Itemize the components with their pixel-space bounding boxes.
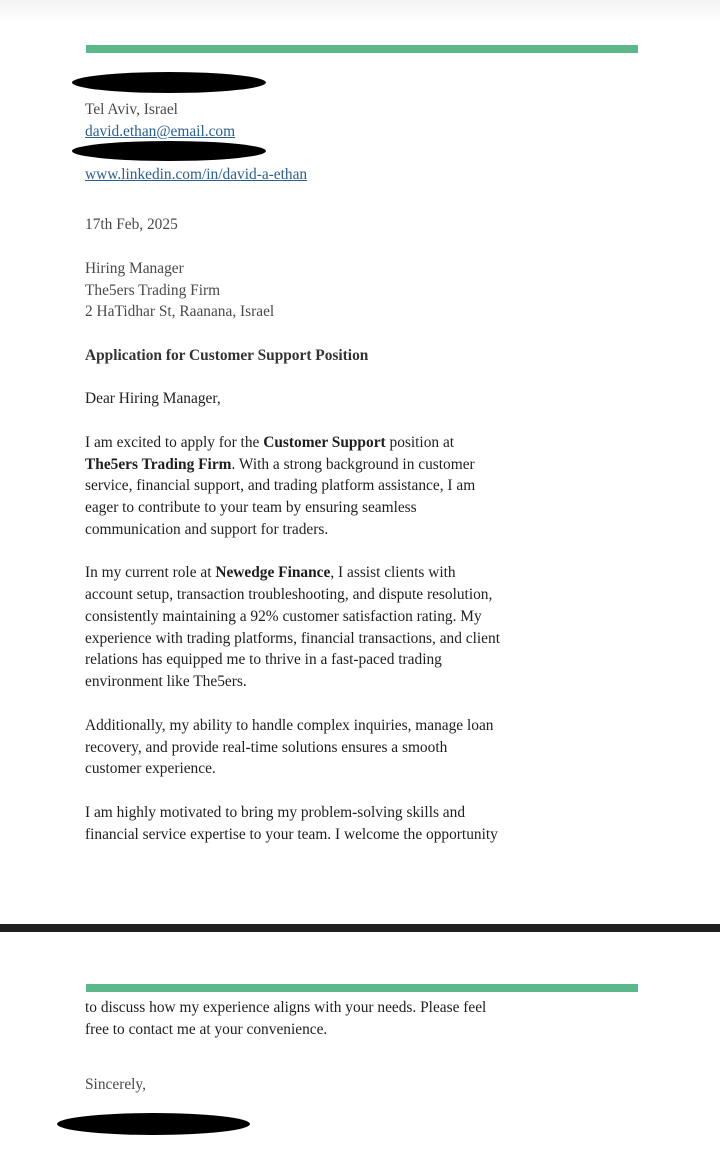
- company-highlight: The5ers Trading Firm: [85, 456, 232, 473]
- para1-line1: I am excited to apply for the Customer Support position at: [85, 434, 455, 451]
- position-highlight: Customer Support: [263, 434, 386, 451]
- para2-line5: relations has equipped me to thrive in a fast-paced trading: [85, 651, 442, 668]
- para2-line6: environment like The5ers.: [85, 673, 247, 690]
- page2-line1: to discuss how my experience aligns with your needs. Please feel: [85, 999, 487, 1016]
- para2-line1: In my current role at Newedge Finance, I assist clients with: [85, 564, 456, 581]
- para4-line1: I am highly motivated to bring my problem-solving skills and: [85, 804, 466, 821]
- accent-rule-top: [86, 45, 638, 53]
- recipient-address: 2 HaTidhar St, Raanana, Israel: [85, 303, 275, 320]
- location-text: Tel Aviv, Israel: [85, 101, 178, 118]
- salutation: Dear Hiring Manager,: [85, 390, 221, 407]
- closing-text: Sincerely,: [85, 1076, 146, 1093]
- para2-line2: account setup, transaction troubleshooting, and dispute resolution,: [85, 586, 493, 603]
- recipient-title: Hiring Manager: [85, 260, 184, 277]
- page2-line2: free to contact me at your convenience.: [85, 1021, 328, 1038]
- para2-line3: consistently maintaining a 92% customer satisfaction rating. My: [85, 608, 482, 625]
- redaction-phone: [72, 141, 266, 161]
- para4-line2: financial service expertise to your team. I welcome the opportunity: [85, 826, 498, 843]
- email-link[interactable]: david.ethan@email.com: [85, 123, 236, 140]
- employer-highlight: Newedge Finance: [215, 564, 331, 581]
- para3-line1: Additionally, my ability to handle complex inquiries, manage loan: [85, 717, 494, 734]
- para3-line3: customer experience.: [85, 760, 216, 777]
- redaction-name: [72, 72, 266, 93]
- page-break-divider: [0, 924, 720, 932]
- para2-line4: experience with trading platforms, financial transactions, and client: [85, 630, 500, 647]
- accent-rule-page2: [86, 984, 638, 992]
- subject-heading: Application for Customer Support Position: [85, 347, 369, 364]
- redaction-signature: [57, 1113, 250, 1135]
- para1-line4: eager to contribute to your team by ensuring seamless: [85, 499, 417, 516]
- linkedin-link[interactable]: www.linkedin.com/in/david-a-ethan: [85, 166, 308, 183]
- para1-line2: The5ers Trading Firm. With a strong background in customer: [85, 456, 475, 473]
- para1-line3: service, financial support, and trading platform assistance, I am: [85, 477, 476, 494]
- recipient-company: The5ers Trading Firm: [85, 282, 221, 299]
- para3-line2: recovery, and provide real-time solutions ensures a smooth: [85, 739, 448, 756]
- page-top-shadow: [0, 0, 720, 22]
- para1-line5: communication and support for traders.: [85, 521, 329, 538]
- letter-date: 17th Feb, 2025: [85, 216, 178, 233]
